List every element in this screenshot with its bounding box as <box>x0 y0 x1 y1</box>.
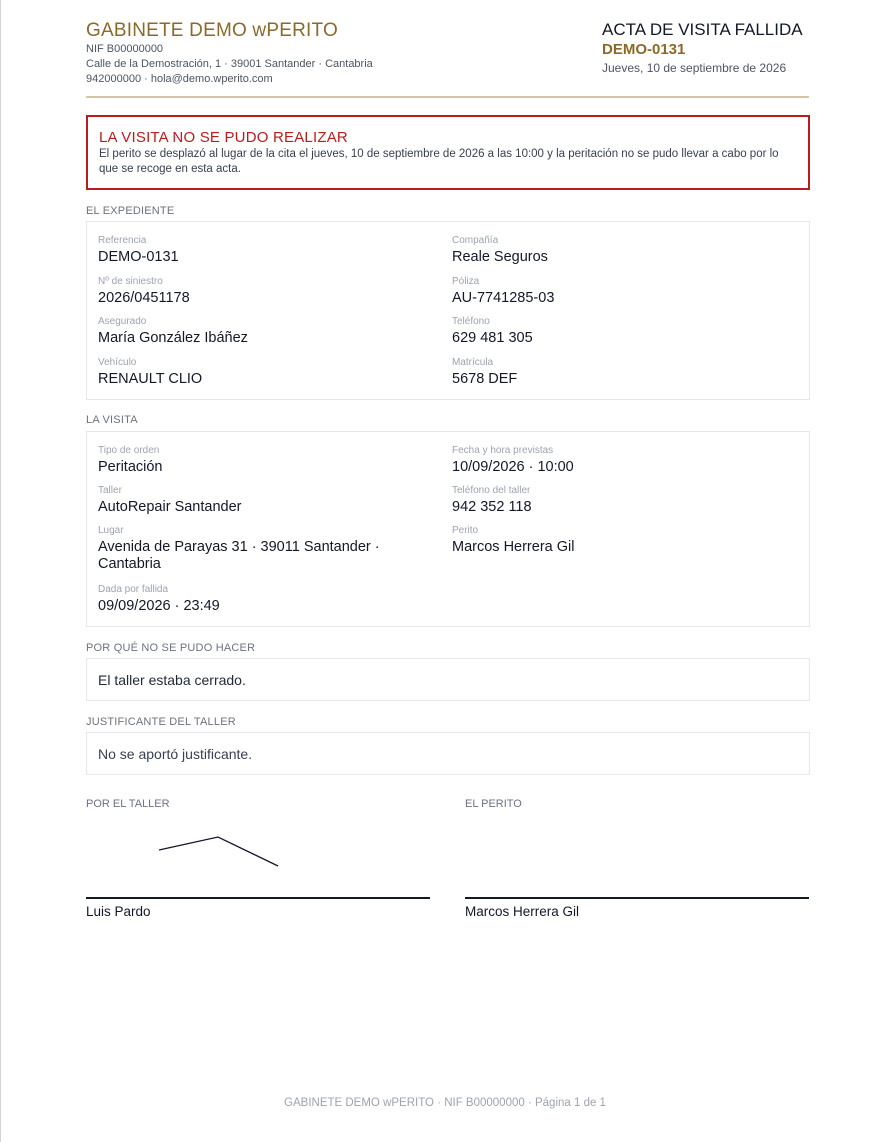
field-label: Vehículo <box>98 357 137 368</box>
signature-name-taller: Luis Pardo <box>86 904 151 919</box>
field-label: Compañía <box>452 235 499 246</box>
signature-name-perito: Marcos Herrera Gil <box>465 904 580 919</box>
field-label: Dada por fallida <box>98 584 169 595</box>
signature-line-taller <box>86 897 430 899</box>
document-header <box>86 20 809 98</box>
field-compania <box>452 235 548 266</box>
alert-text: El perito se desplazó al lugar de la cita el jueves, 10 de septiembre de 2026 a las 10:00 y la peritación no se pudo llevar a cabo por lo que se recoge en esta acta. <box>99 148 779 175</box>
field-label: Nº de siniestro <box>98 276 163 287</box>
page-footer: GABINETE DEMO wPERITO · NIF B00000000 · Página 1 de 1 <box>284 1097 606 1109</box>
field-siniestro <box>98 276 190 307</box>
field-value: 942 352 118 <box>452 499 532 515</box>
failed-visit-alert <box>86 115 810 190</box>
signature-label-perito: EL PERITO <box>465 798 522 810</box>
company-address: Calle de la Demostración, 1 · 39001 Santander · Cantabria <box>86 58 373 70</box>
field-value: RENAULT CLIO <box>98 371 203 387</box>
field-value: DEMO-0131 <box>98 249 179 265</box>
field-taller <box>98 485 242 516</box>
field-label: Fecha y hora previstas <box>452 445 554 456</box>
justificante-box <box>86 732 810 775</box>
field-value: 10/09/2026 · 10:00 <box>452 459 574 475</box>
field-value: 5678 DEF <box>452 371 518 387</box>
field-label: Asegurado <box>98 316 147 327</box>
field-value: Avenida de Parayas 31 · 39011 Santander · Cantabria <box>98 539 380 572</box>
field-label: Matrícula <box>452 357 494 368</box>
field-value: AutoRepair Santander <box>98 499 242 515</box>
field-label: Teléfono del taller <box>452 485 531 496</box>
document-meta <box>602 20 809 77</box>
field-value: 629 481 305 <box>452 330 533 346</box>
field-perito <box>452 525 574 556</box>
signature-line-perito <box>465 897 809 899</box>
field-value: Peritación <box>98 459 163 475</box>
company-nif: NIF B00000000 <box>86 43 164 55</box>
expediente-box <box>86 221 810 400</box>
field-label: Taller <box>98 485 122 496</box>
field-referencia <box>98 235 179 266</box>
field-tipo-orden <box>98 445 162 476</box>
section-label-motivo: POR QUÉ NO SE PUDO HACER <box>86 642 256 654</box>
alert-title: LA VISITA NO SE PUDO REALIZAR <box>99 129 348 146</box>
field-dada-por-fallida <box>98 584 220 615</box>
taller-signature <box>151 830 291 872</box>
section-label-visita: LA VISITA <box>86 414 138 426</box>
signature-label-taller: POR EL TALLER <box>86 798 170 810</box>
field-label: Lugar <box>98 525 124 536</box>
field-value: 09/09/2026 · 23:49 <box>98 598 220 614</box>
document-title: ACTA DE VISITA FALLIDA <box>602 20 803 39</box>
company-name: GABINETE DEMO wPERITO <box>86 20 338 41</box>
document-reference: DEMO-0131 <box>602 41 686 58</box>
document-date: Jueves, 10 de septiembre de 2026 <box>602 61 787 75</box>
field-asegurado <box>98 316 248 347</box>
field-label: Teléfono <box>452 316 490 327</box>
field-poliza <box>452 276 554 307</box>
field-value: María González Ibáñez <box>98 330 248 346</box>
field-fecha-prevista <box>452 445 574 476</box>
field-matricula <box>452 357 517 388</box>
field-vehiculo <box>98 357 202 388</box>
justificante-text: No se aportó justificante. <box>98 746 253 762</box>
motivo-text: El taller estaba cerrado. <box>98 672 246 688</box>
field-label: Referencia <box>98 235 147 246</box>
field-telefono <box>452 316 533 347</box>
section-label-expediente: EL EXPEDIENTE <box>86 205 175 217</box>
motivo-box <box>86 658 810 701</box>
field-label: Perito <box>452 525 479 536</box>
company-block <box>86 20 373 87</box>
field-value: 2026/0451178 <box>98 290 190 306</box>
company-contact: 942000000 · hola@demo.wperito.com <box>86 73 273 85</box>
field-label: Tipo de orden <box>98 445 160 456</box>
field-telefono-taller <box>452 485 532 516</box>
field-value: Reale Seguros <box>452 249 548 265</box>
field-value: AU-7741285-03 <box>452 290 555 306</box>
field-value: Marcos Herrera Gil <box>452 539 575 555</box>
section-label-justificante: JUSTIFICANTE DEL TALLER <box>86 716 236 728</box>
field-lugar <box>98 525 398 573</box>
field-label: Póliza <box>452 276 480 287</box>
visita-box <box>86 431 810 627</box>
